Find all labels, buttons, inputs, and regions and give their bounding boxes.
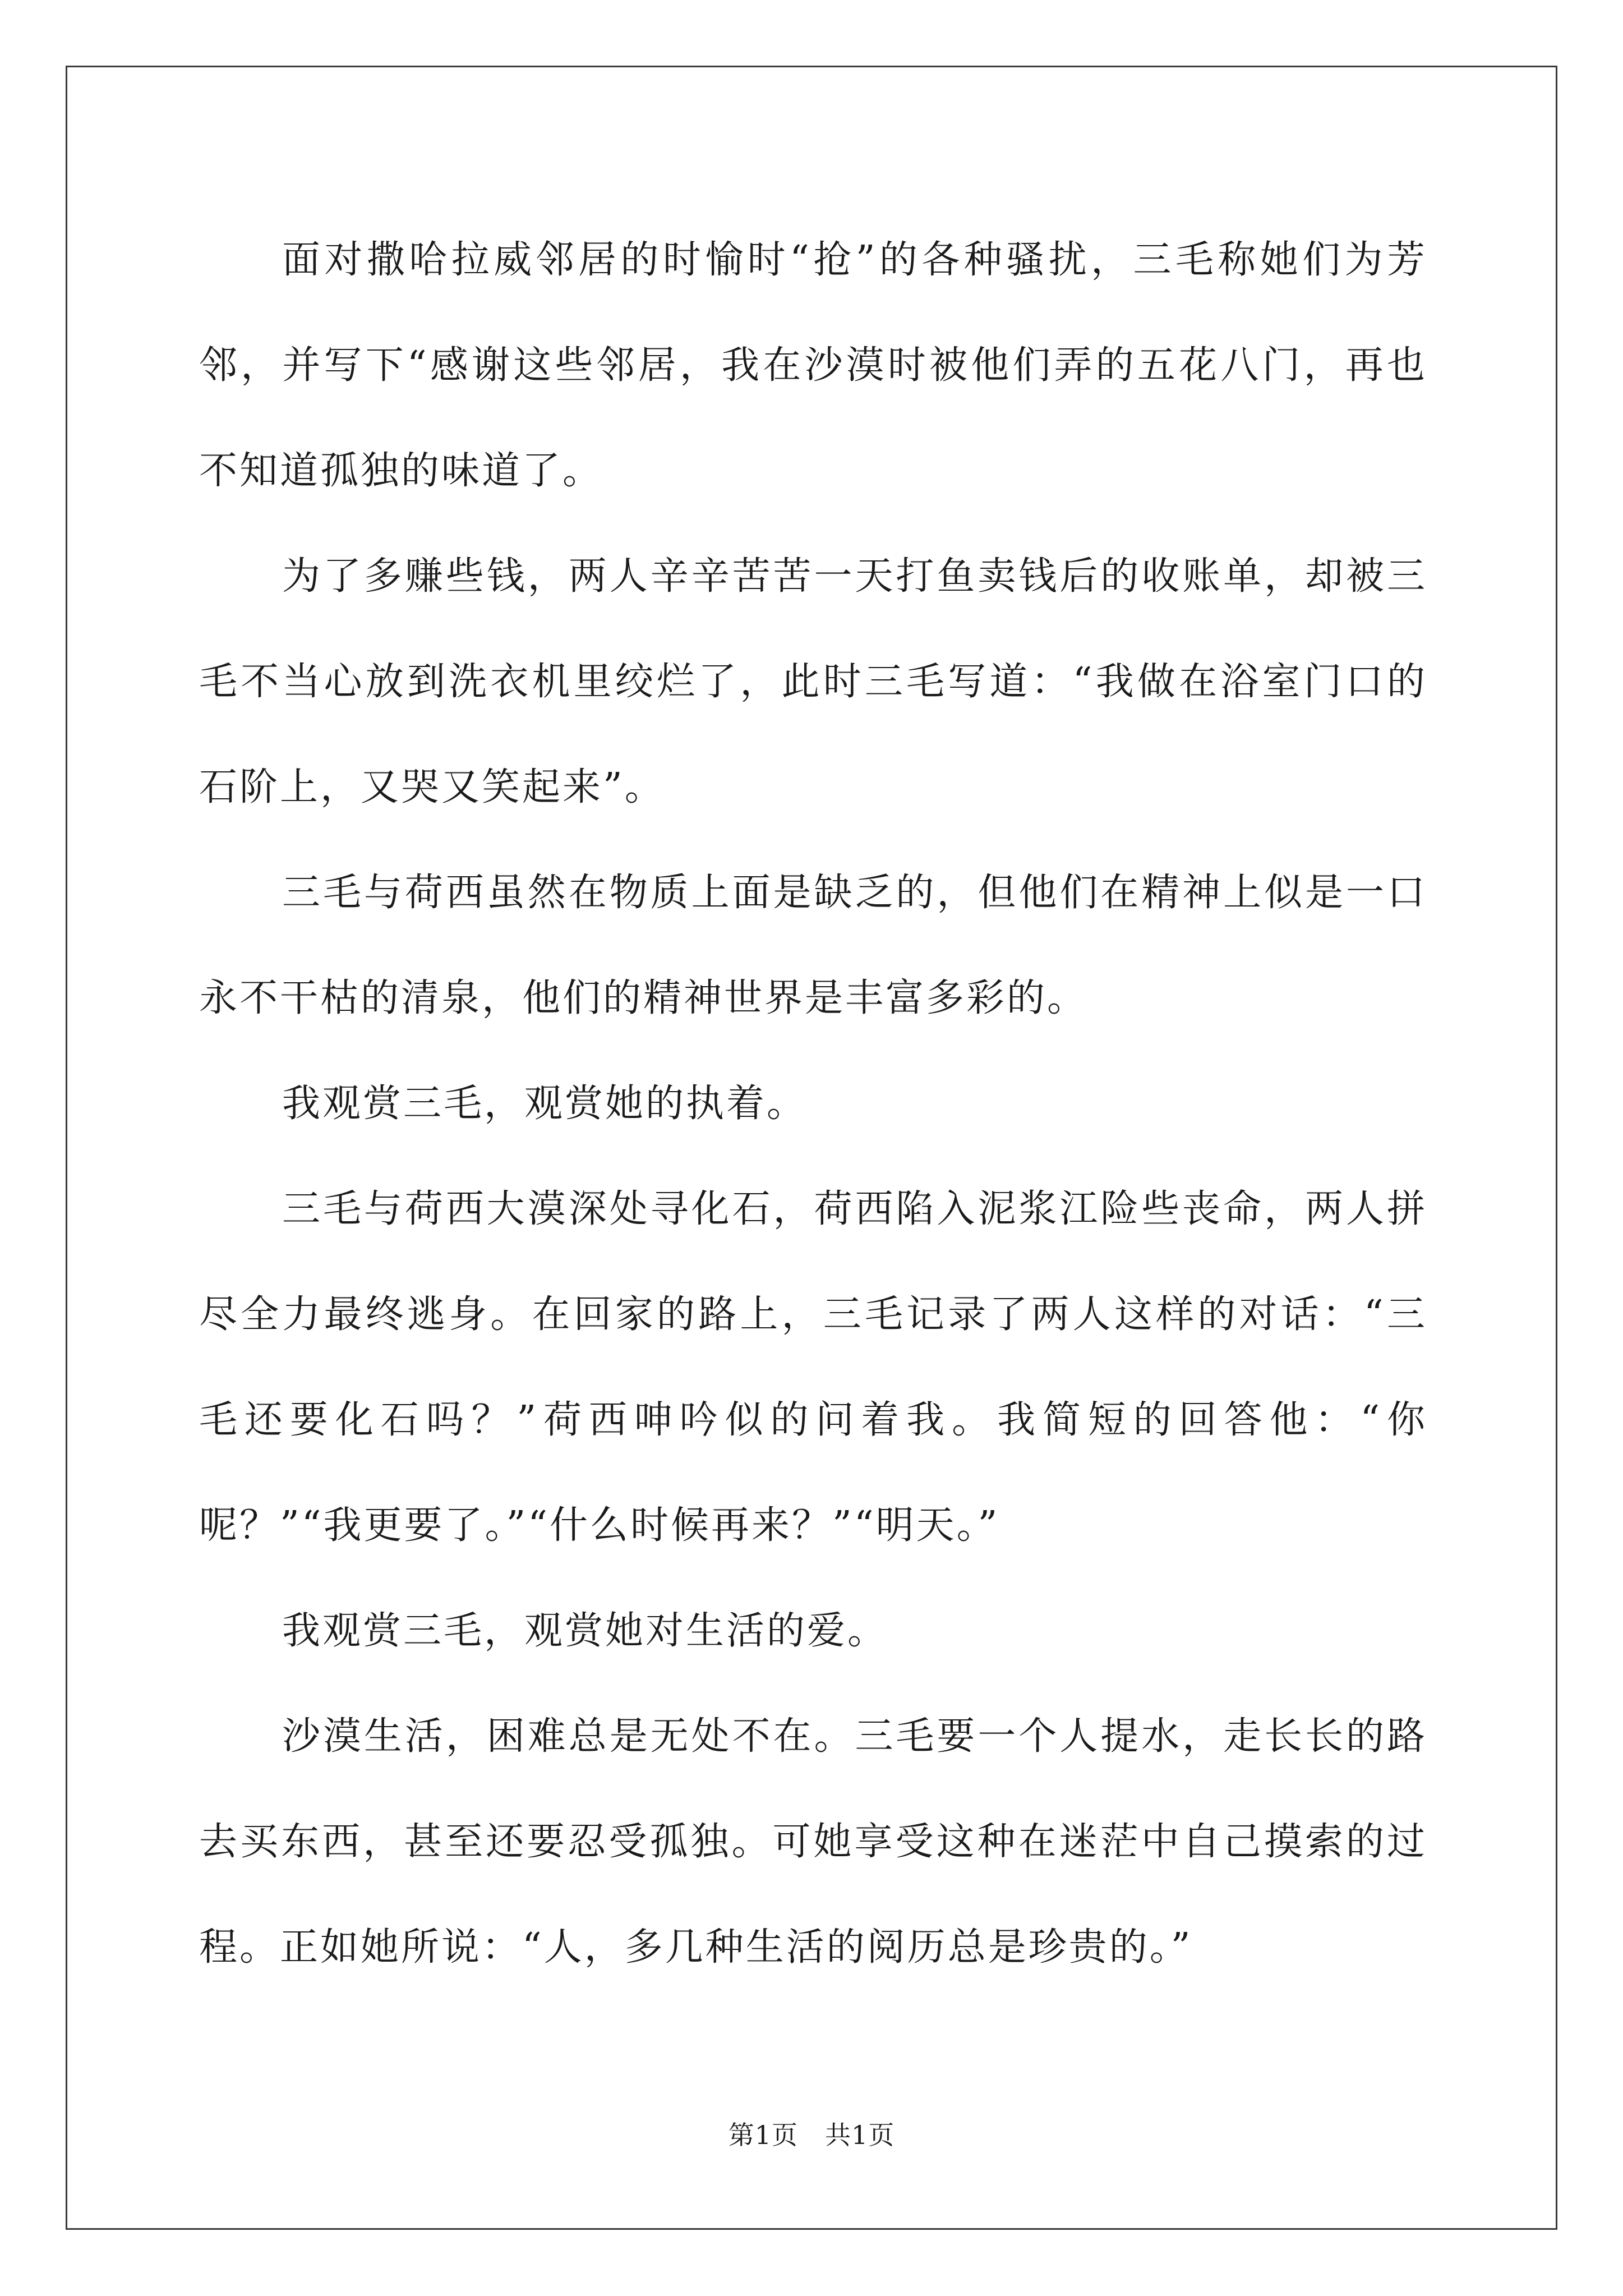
paragraph: 三毛与荷西大漠深处寻化石，荷西陷入泥浆江险些丧命，两人拼尽全力最终逃身。在回家的路上，三毛记录了两人这样的对话：“三毛还要化石吗？”荷西呻吟似的问着我。我简短的回答他：“你呢？”“我更要了。”“什么时候再来？”“明天。” — [199, 1187, 1427, 1548]
page-footer — [0, 2115, 1623, 2152]
paragraph: 为了多赚些钱，两人辛辛苦苦一天打鱼卖钱后的收账单，却被三毛不当心放到洗衣机里绞烂了，此时三毛写道：“我做在浴室门口的石阶上，又哭又笑起来”。 — [199, 554, 1427, 809]
paragraph: 三毛与荷西虽然在物质上面是缺乏的，但他们在精神上似是一口永不干枯的清泉，他们的精神世界是丰富多彩的。 — [199, 871, 1427, 1020]
paragraph: 我观赏三毛，观赏她的执着。 — [282, 1082, 808, 1126]
document-body — [199, 208, 1427, 2000]
page-number-current: 第1页 — [728, 2120, 798, 2150]
paragraph: 沙漠生活，困难总是无处不在。三毛要一个人提水，走长长的路去买东西，甚至还要忍受孤独。可她享受这种在迷茫中自己摸索的过程。正如她所说：“人，多几种生活的阅历总是珍贵的。” — [199, 1714, 1427, 1970]
paragraph: 面对撒哈拉威邻居的时愉时“抢”的各种骚扰，三毛称她们为芳邻，并写下“感谢这些邻居，我在沙漠时被他们弄的五花八门，再也不知道孤独的味道了。 — [199, 238, 1427, 493]
paragraph: 我观赏三毛，观赏她对生活的爱。 — [282, 1609, 888, 1653]
page-number-total: 共1页 — [825, 2120, 895, 2150]
